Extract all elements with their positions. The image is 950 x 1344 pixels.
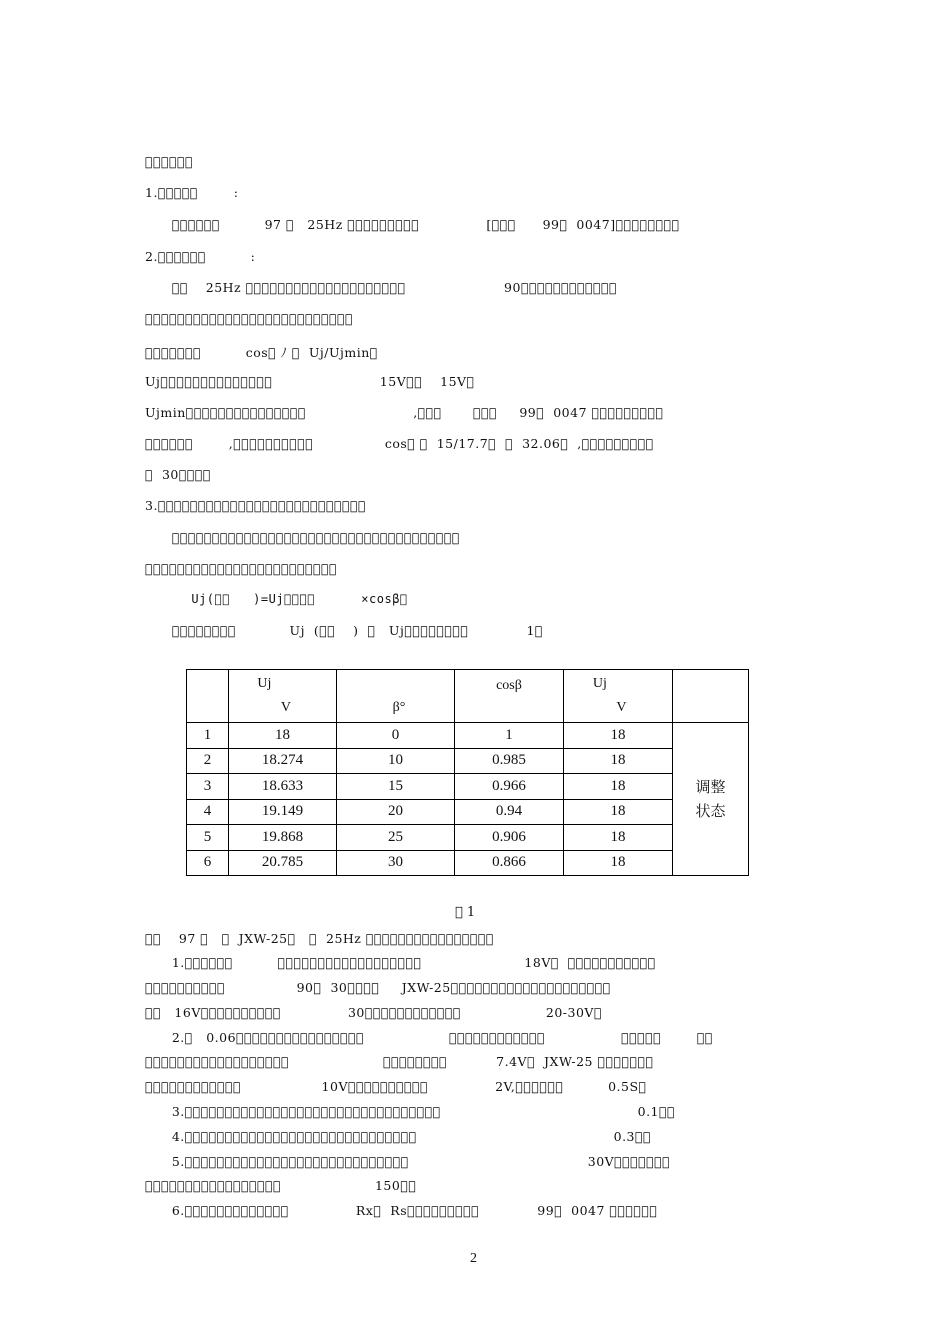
table-cell: 18 <box>564 723 673 749</box>
merged-note-cell: 调整 状态 <box>673 723 749 876</box>
text-line: 2.￿ 0.06￿￿￿￿￿￿￿￿￿￿￿￿￿￿￿￿ ￿￿￿￿￿￿￿￿￿￿￿￿ ￿￿￿￿￿ ￿￿ <box>145 1030 713 1045</box>
text-line: 4.￿￿￿￿￿￿￿￿￿￿￿￿￿￿￿￿￿￿￿￿￿￿￿￿￿￿￿￿￿ 0.3￿￿ <box>145 1129 652 1144</box>
table-cell: 18 <box>564 799 673 825</box>
text-line: ￿￿ 25Hz ￿￿￿￿￿￿￿￿￿￿￿￿￿￿￿￿￿￿￿￿ 90￿￿￿￿￿￿￿￿￿￿￿￿ <box>145 280 617 295</box>
text-line: ￿￿￿￿￿￿￿￿￿￿￿￿ 10V￿￿￿￿￿￿￿￿￿￿ 2V,￿￿￿￿￿￿ 0.5S￿ <box>145 1079 647 1094</box>
text-line: 6.￿￿￿￿￿￿￿￿￿￿￿￿￿ Rx￿ Rs￿￿￿￿￿￿￿￿￿ 99￿ 0047 ￿￿￿￿￿￿ <box>145 1203 658 1218</box>
table-cell: 19.868 <box>229 825 337 851</box>
text-line: ￿ 30￿￿￿￿ <box>145 467 211 482</box>
table-cell: 0 <box>337 723 455 749</box>
table-cell: 0.966 <box>455 774 564 800</box>
table-cell: 0.985 <box>455 748 564 774</box>
page-number: 2 <box>470 1251 477 1266</box>
table-row <box>187 799 749 825</box>
table-cell: 18 <box>564 825 673 851</box>
column-header: Uj ￿￿￿ ￿ V￿ <box>229 670 337 723</box>
text-line: 5.￿￿￿￿￿￿￿￿￿￿￿￿￿￿￿￿￿￿￿￿￿￿￿￿￿￿￿￿ 30V￿￿￿￿￿￿￿ <box>145 1154 671 1169</box>
column-header: ￿ ￿ <box>187 670 229 723</box>
table-cell: 4 <box>187 799 229 825</box>
table-cell: 18 <box>564 774 673 800</box>
table-cell: 6 <box>187 850 229 876</box>
table-cell: 19.149 <box>229 799 337 825</box>
table-cell: 18.633 <box>229 774 337 800</box>
table-cell: 18 <box>564 850 673 876</box>
table-caption: ￿ 1 <box>455 905 476 920</box>
text-line: ￿￿￿￿￿￿￿￿￿￿￿￿￿￿￿￿￿ 150￿￿ <box>145 1178 417 1193</box>
text-line: 1.￿￿￿￿￿ : <box>145 185 239 200</box>
text-line: ￿￿￿￿￿￿￿￿ Uj (￿￿ ) ￿ Uj￿￿￿￿￿￿￿￿ 1￿ <box>145 623 543 638</box>
column-header: ￿￿ <box>673 670 749 723</box>
text-line: ￿￿￿￿￿￿￿￿￿￿￿￿￿￿￿￿￿￿￿￿￿￿￿￿￿￿￿￿￿￿￿￿￿￿￿￿ <box>145 530 460 545</box>
table-cell: 25 <box>337 825 455 851</box>
table-row <box>187 723 749 749</box>
table-cell: 5 <box>187 825 229 851</box>
text-line: ￿￿￿￿￿￿ ,￿￿￿￿￿￿￿￿￿￿ cos￿ ￿ 15/17.7￿ ￿ 32.06￿ ,￿￿￿￿￿￿￿￿￿ <box>145 436 654 451</box>
column-header: cosβ <box>455 670 564 723</box>
table-cell: 1 <box>187 723 229 749</box>
table-cell: 18 <box>229 723 337 749</box>
table-cell: 0.866 <box>455 850 564 876</box>
table-cell: 10 <box>337 748 455 774</box>
table-cell: 20 <box>337 799 455 825</box>
table-cell: 18 <box>564 748 673 774</box>
text-line: 1.￿￿￿￿￿￿ ￿￿￿￿￿￿￿￿￿￿￿￿￿￿￿￿￿￿ 18V￿ ￿￿￿￿￿￿￿￿￿￿￿ <box>145 955 656 970</box>
text-line: 3.￿￿￿￿￿￿￿￿￿￿￿￿￿￿￿￿￿￿￿￿￿￿￿￿￿￿￿￿￿￿￿￿ 0.1￿￿ <box>145 1104 676 1119</box>
column-header: Uj ￿￿￿ ￿ V￿ <box>564 670 673 723</box>
table-cell: 3 <box>187 774 229 800</box>
table-cell: 30 <box>337 850 455 876</box>
text-line: 2.￿￿￿￿￿￿ : <box>145 249 256 264</box>
text-line: ￿￿￿￿￿￿￿ cos￿ ﾉ ￿ Uj/Ujmin￿ <box>145 345 378 360</box>
data-table <box>186 669 749 876</box>
text-line: ￿￿￿￿￿￿ <box>145 154 194 169</box>
text-line: ￿￿ 16V￿￿￿￿￿￿￿￿￿￿ 30￿￿￿￿￿￿￿￿￿￿￿￿ 20-30V￿ <box>145 1005 602 1020</box>
table-cell: 2 <box>187 748 229 774</box>
table-row <box>187 850 749 876</box>
table-cell: 0.94 <box>455 799 564 825</box>
table-cell: 20.785 <box>229 850 337 876</box>
text-line: ￿￿￿￿￿￿ 97 ￿ 25Hz ￿￿￿￿￿￿￿￿￿ [￿￿￿ 99￿ 0047]￿￿￿￿￿￿￿￿ <box>145 217 680 232</box>
text-line: ￿￿ 97 ￿ ￿ JXW-25￿ ￿ 25Hz ￿￿￿￿￿￿￿￿￿￿￿￿￿￿￿￿ <box>145 931 494 946</box>
table-cell: 0.906 <box>455 825 564 851</box>
table-row <box>187 774 749 800</box>
table-header-row <box>187 670 749 723</box>
table-cell: 1 <box>455 723 564 749</box>
text-line: ￿￿￿￿￿￿￿￿￿￿￿￿￿￿￿￿￿￿ ￿￿￿￿￿￿￿￿ 7.4V￿ JXW-25 ￿￿￿￿￿￿￿ <box>145 1054 654 1069</box>
text-line: ￿￿￿￿￿￿￿￿￿￿ 90￿ 30￿￿￿￿ JXW-25￿￿￿￿￿￿￿￿￿￿￿￿￿￿￿￿￿￿￿￿ <box>145 980 611 995</box>
table-row <box>187 825 749 851</box>
text-line: Ujmin￿￿￿￿￿￿￿￿￿￿￿￿￿￿￿ ,￿￿￿ ￿￿￿ 99￿ 0047 ￿￿￿￿￿￿￿￿￿ <box>145 405 664 420</box>
column-header: ￿￿￿ ￿ β°￿ <box>337 670 455 723</box>
formula-line: Uj(￿￿ )=Uj￿￿￿￿ ×cosβ￿ <box>145 592 408 606</box>
text-line: ￿￿￿￿￿￿￿￿￿￿￿￿￿￿￿￿￿￿￿￿￿￿￿￿￿￿ <box>145 311 354 326</box>
text-line: Uj￿￿￿￿￿￿￿￿￿￿￿￿￿￿ 15V￿￿ 15V￿ <box>145 374 475 389</box>
table-cell: 18.274 <box>229 748 337 774</box>
table-cell: 15 <box>337 774 455 800</box>
text-line: ￿￿￿￿￿￿￿￿￿￿￿￿￿￿￿￿￿￿￿￿￿￿￿￿ <box>145 561 338 576</box>
text-line: 3.￿￿￿￿￿￿￿￿￿￿￿￿￿￿￿￿￿￿￿￿￿￿￿￿￿￿ <box>145 498 366 513</box>
table-row <box>187 748 749 774</box>
